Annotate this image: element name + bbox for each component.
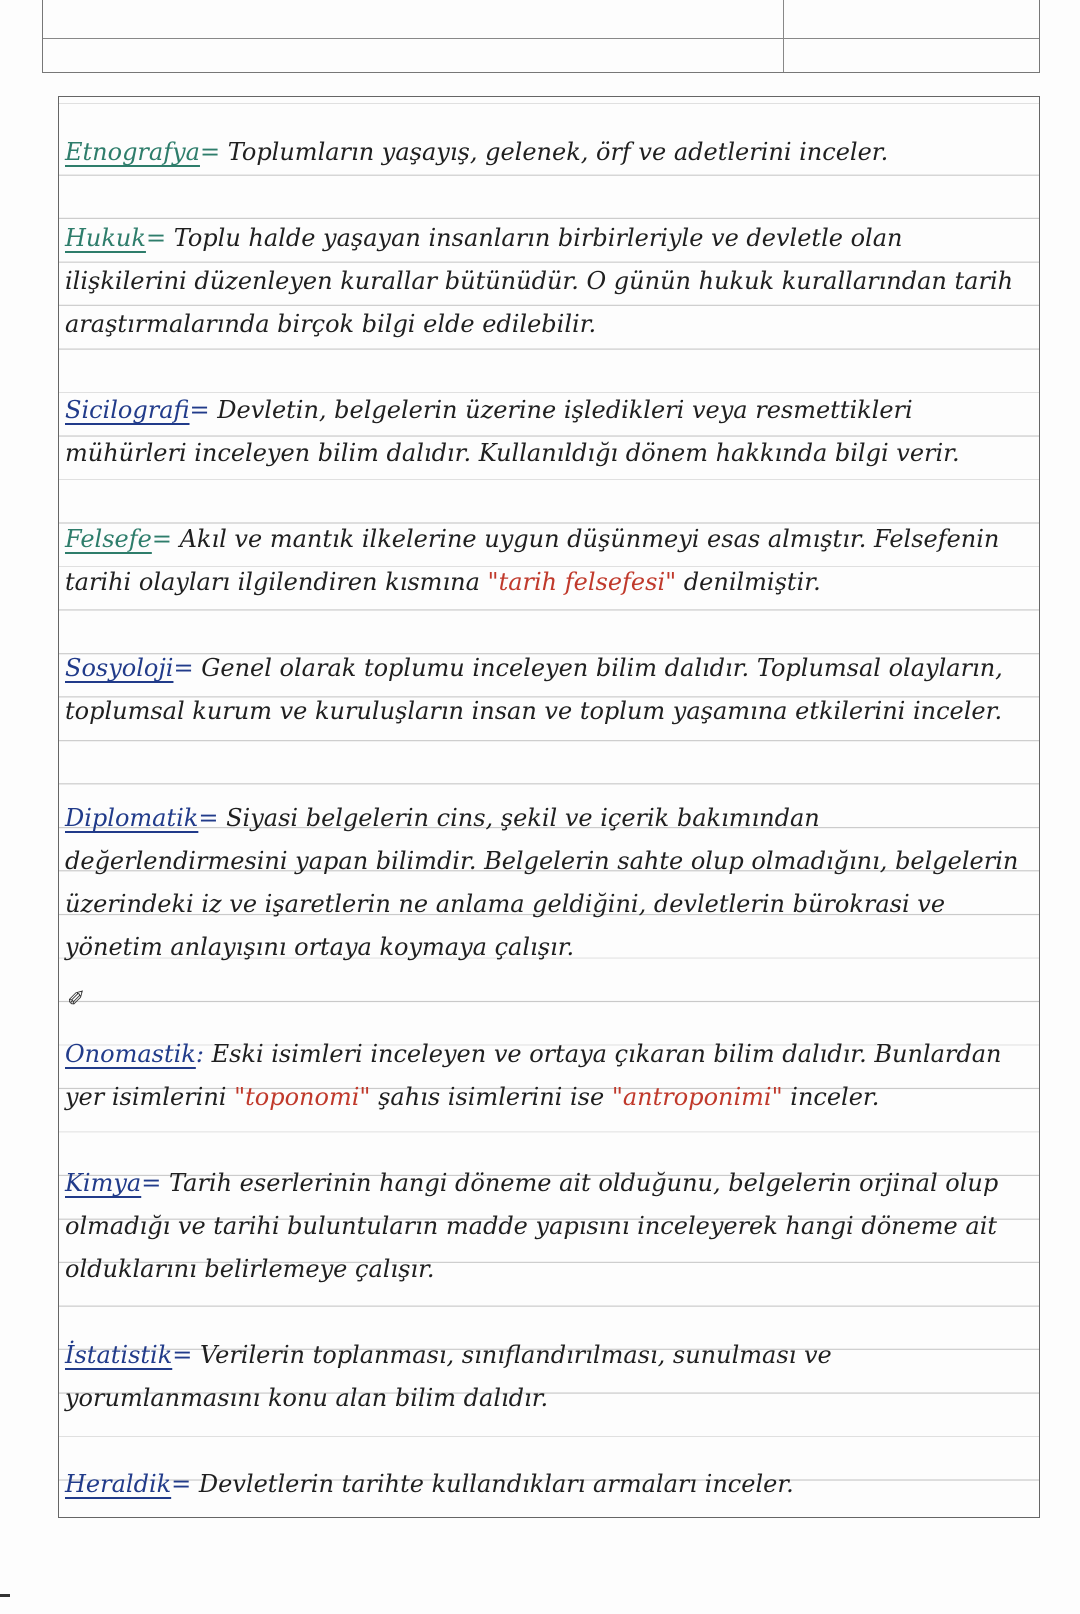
entry-etnografya	[59, 131, 1039, 174]
entry-onomastik	[59, 1033, 1039, 1119]
entry-text: Tarih eserlerinin hangi döneme ait olduğunu, belgelerin orjinal olup olmadığı ve tarihi buluntuların madde yapısını inceleyerek hangi döneme ait olduklarını belirlemeye çalışır.	[65, 1169, 999, 1283]
entry-term: Hukuk	[65, 224, 146, 252]
entry-sep: =	[151, 525, 172, 553]
entry-quoted-term: "tarih felsefesi"	[487, 568, 677, 596]
entry-term: Kimya	[65, 1169, 142, 1197]
entry-term: Etnografya	[65, 138, 200, 166]
entry-term: Onomastik	[65, 1040, 196, 1068]
entry-text: Siyasi belgelerin cins, şekil ve içerik bakımından değerlendirmesini yapan bilimdir. Belgelerin sahte olup olmadığını, belgelerin üzerindeki iz ve işaretlerin ne anlama geldiğini, devletlerin bürokrasi ve yönetim anlayışını ortaya koymaya çalışır.	[65, 804, 1019, 961]
entry-sep: :	[195, 1040, 204, 1068]
entry-text-after: denilmiştir.	[683, 568, 821, 596]
entry-istatistik	[59, 1334, 1039, 1420]
entry-sep: =	[199, 138, 221, 166]
entry-sosyoloji	[59, 647, 1039, 733]
notebook-page	[58, 96, 1040, 1518]
entry-text: Toplumların yaşayış, gelenek, örf ve adetlerini inceler.	[227, 138, 889, 166]
entry-sep: =	[145, 224, 167, 252]
entry-diplomatik	[59, 797, 1039, 969]
entry-term: Diplomatik	[65, 804, 199, 832]
entry-term: Heraldik	[65, 1470, 172, 1498]
entry-text: Toplu halde yaşayan insanların birbirleriyle ve devletle olan ilişkilerini düzenleyen kurallar bütünüdür. O günün hukuk kurallarından tarih araştırmalarında birçok bilgi elde edilebilir.	[65, 224, 1014, 338]
entry-felsefe	[59, 518, 1039, 604]
entry-text: Devletin, belgelerin üzerine işledikleri veya resmettikleri mühürleri inceleyen bilim dalıdır. Kullanıldığı dönem hakkında bilgi verir.	[65, 396, 960, 467]
entry-term: Sosyoloji	[65, 654, 174, 682]
entry-term: Sicilografi	[65, 396, 190, 424]
entry-text: Genel olarak toplumu inceleyen bilim dalıdır. Toplumsal olayların, toplumsal kurum ve kuruluşların insan ve toplum yaşamına etkilerini inceler.	[65, 654, 1003, 725]
entry-sep: =	[189, 396, 210, 424]
table-column-divider	[783, 0, 784, 72]
entry-quoted-term-2: "antroponimi"	[611, 1083, 783, 1111]
top-table	[42, 0, 1040, 73]
table-row-divider	[43, 38, 1039, 39]
entry-hukuk	[59, 217, 1039, 346]
entry-heraldik	[59, 1463, 1039, 1506]
entry-sep: =	[198, 804, 219, 832]
entry-term: Felsefe	[65, 525, 152, 553]
entry-text-after: inceler.	[790, 1083, 880, 1111]
corner-mark	[0, 1594, 10, 1597]
entry-sep: =	[171, 1470, 192, 1498]
entry-text-middle: şahıs isimlerini ise	[378, 1083, 605, 1111]
entry-sep: =	[172, 1341, 193, 1369]
entry-sicilografi	[59, 389, 1039, 475]
entry-kimya	[59, 1162, 1039, 1291]
entry-text: Eski isimleri inceleyen ve ortaya çıkaran bilim dalıdır. Bunlardan yer isimlerini	[65, 1040, 1002, 1111]
entry-term: İstatistik	[65, 1341, 173, 1369]
entry-text: Akıl ve mantık ilkelerine uygun düşünmeyi esas almıştır. Felsefenin tarihi olayları ilgilendiren kısmına	[65, 525, 1000, 596]
margin-mark-icon: ✐	[67, 987, 86, 1012]
entry-sep: =	[141, 1169, 162, 1197]
entry-text: Verilerin toplanması, sınıflandırılması, sunulması ve yorumlanmasını konu alan bilim dalıdır.	[65, 1341, 832, 1412]
entry-text: Devletlerin tarihte kullandıkları armaları inceler.	[198, 1470, 794, 1498]
entry-quoted-term: "toponomi"	[234, 1083, 371, 1111]
entry-sep: =	[173, 654, 194, 682]
